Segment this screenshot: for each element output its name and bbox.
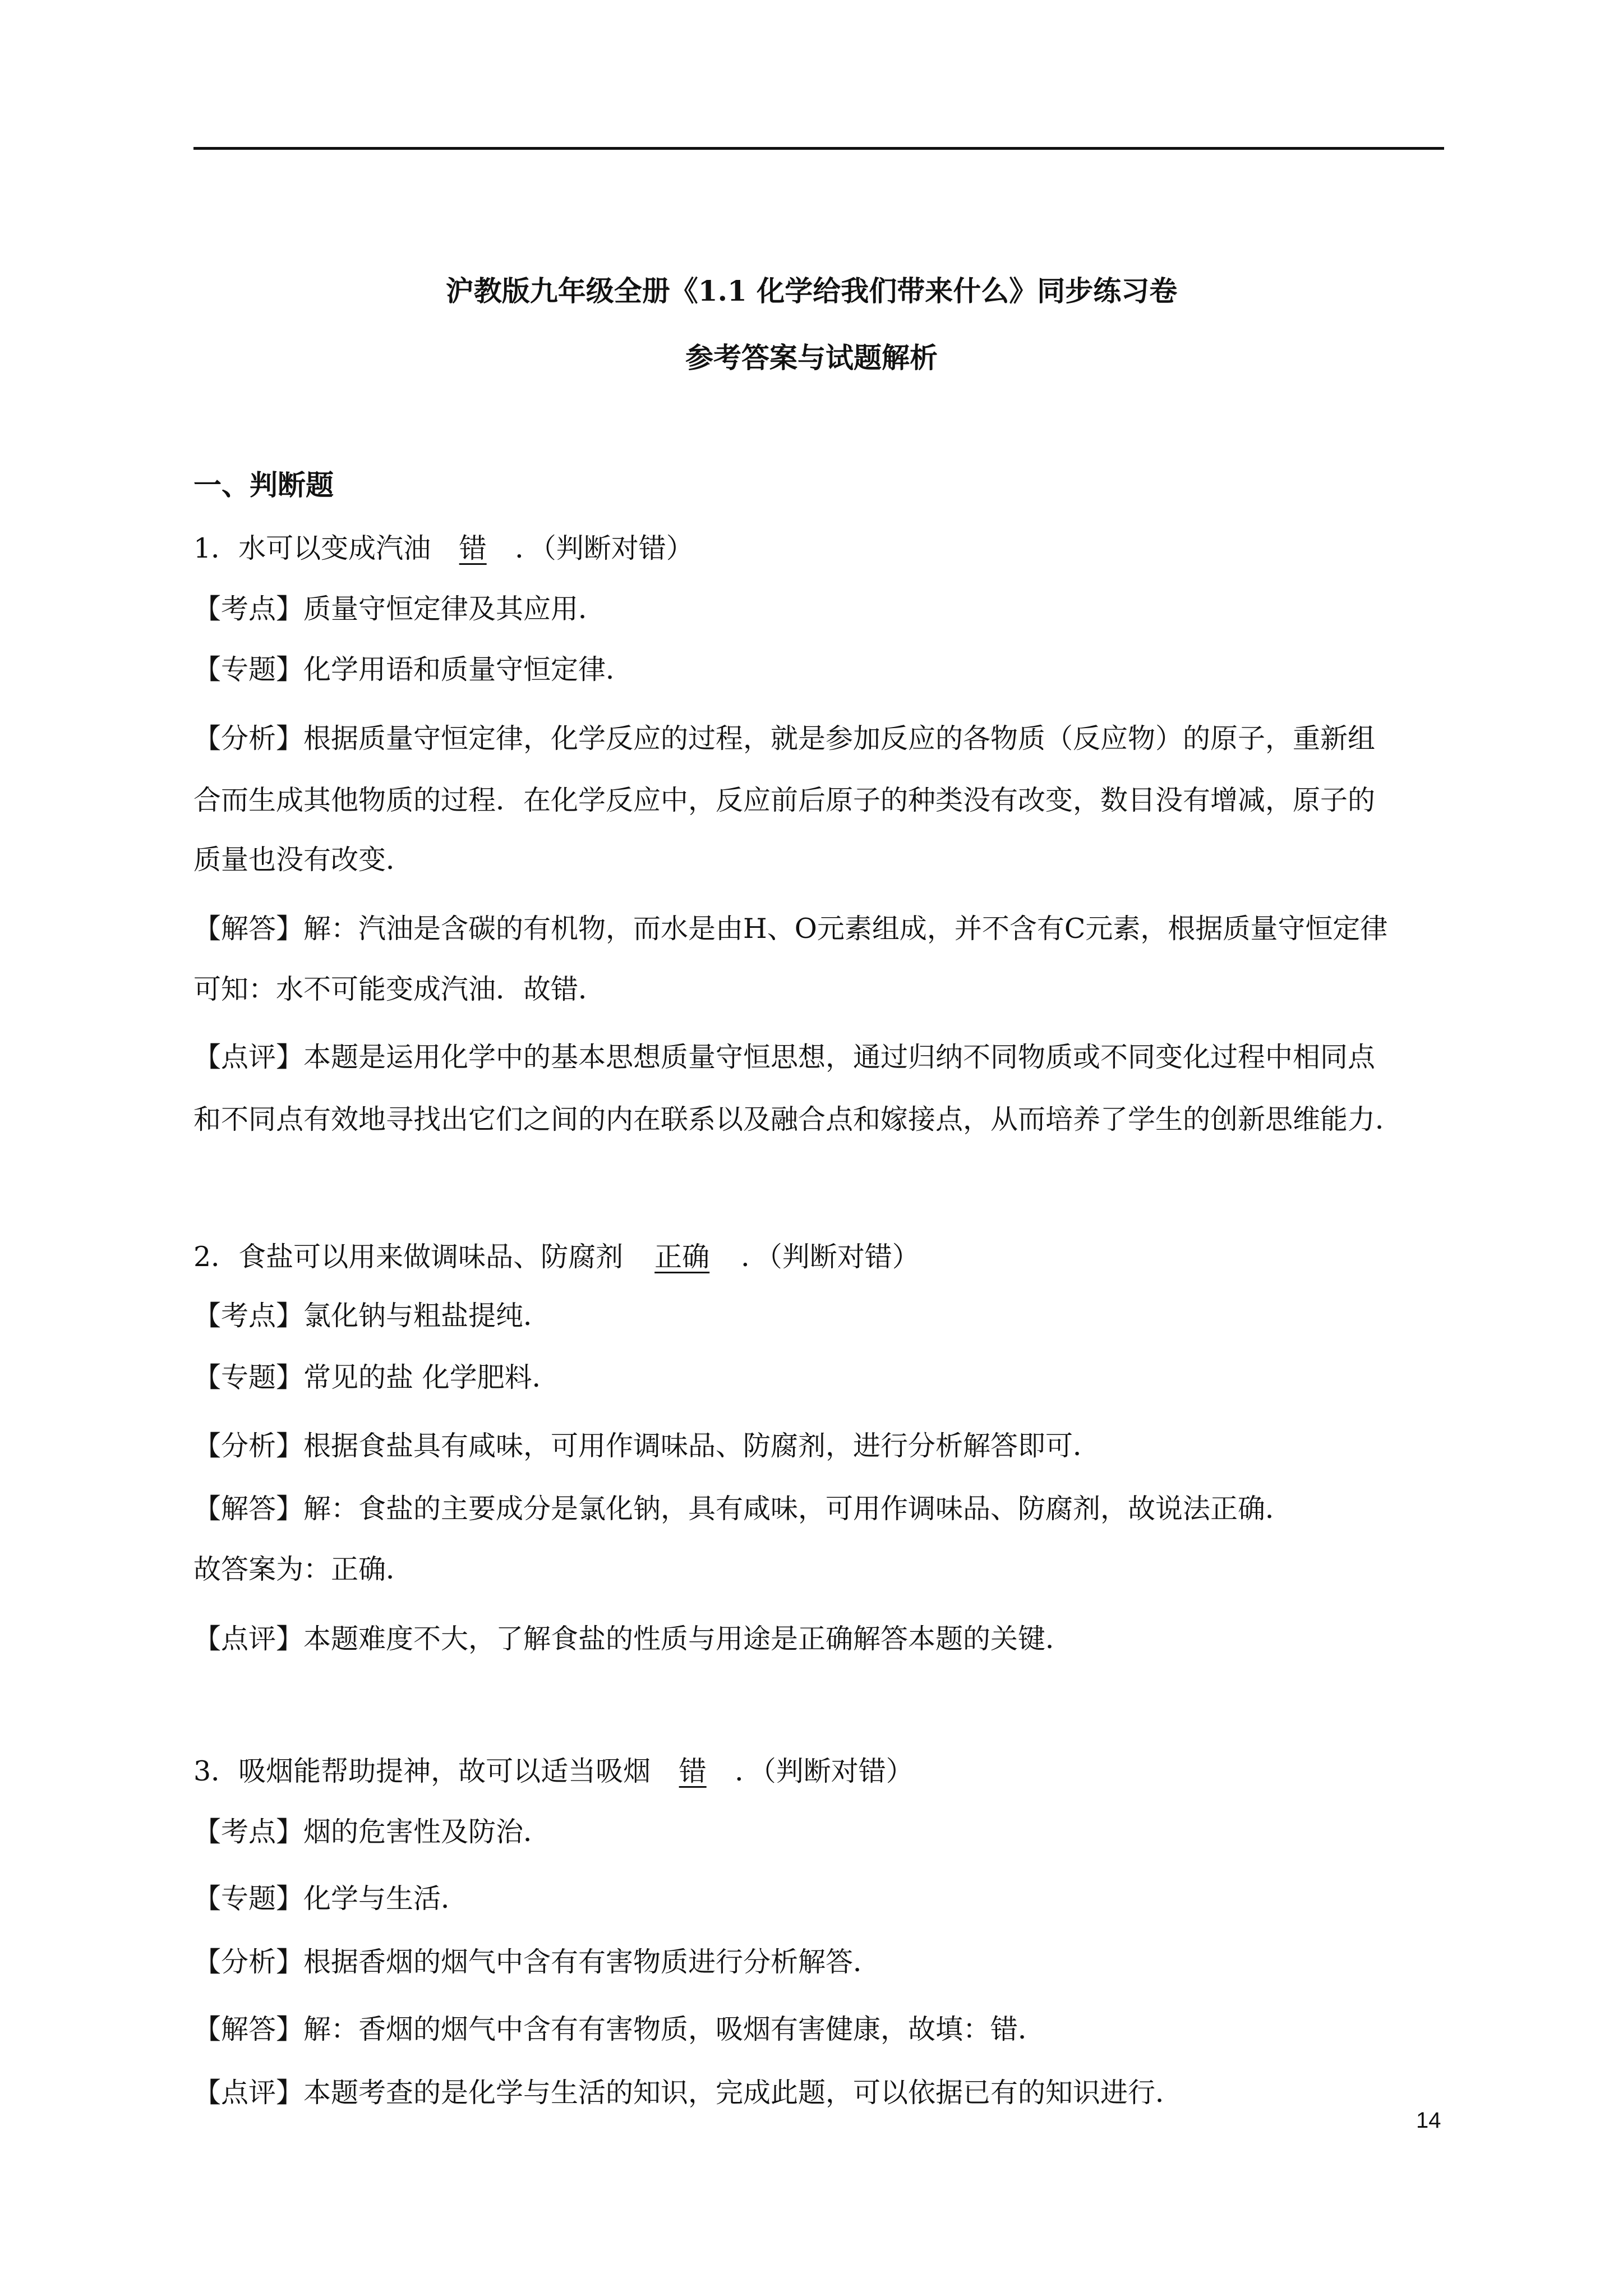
analysis-line: 可知：水不可能变成汽油．故错．: [193, 973, 606, 1005]
analysis-line: 【分析】根据质量守恒定律，化学反应的过程，就是参加反应的各物质（反应物）的原子，重新组: [193, 723, 1376, 754]
analysis-line: 【专题】化学与生活．: [193, 1883, 469, 1915]
section-heading: 一、判断题: [193, 468, 334, 501]
page-number: 14: [1416, 2108, 1441, 2133]
document-title: 沪教版九年级全册《1.1 化学给我们带来什么》同步练习卷: [445, 274, 1178, 307]
question-stem-text: 2．食盐可以用来做调味品、防腐剂: [193, 1241, 624, 1273]
analysis-line: 【考点】烟的危害性及防治．: [193, 1816, 551, 1848]
answer-blank: 错: [679, 1755, 707, 1787]
header-rule: [193, 147, 1444, 150]
analysis-line: 【分析】根据食盐具有咸味，可用作调味品、防腐剂，进行分析解答即可．: [193, 1430, 1101, 1462]
question-1-stem: [193, 529, 1450, 568]
question-3-stem: [193, 1752, 1450, 1791]
analysis-line: 【点评】本题考查的是化学与生活的知识，完成此题，可以依据已有的知识进行．: [193, 2077, 1183, 2109]
analysis-line: 质量也没有改变．: [193, 844, 414, 876]
answer-blank: 错: [459, 532, 487, 564]
answer-blank: 正确: [654, 1241, 710, 1273]
question-stem-text: 3．吸烟能帮助提神，故可以适当吸烟: [193, 1755, 651, 1787]
question-stem-text: 1．水可以变成汽油: [193, 532, 431, 564]
question-2-stem: [193, 1237, 1450, 1277]
document-subtitle: 参考答案与试题解析: [685, 341, 938, 374]
question-stem-suffix: ．（判断对错）: [741, 1241, 920, 1273]
analysis-line: 【考点】质量守恒定律及其应用．: [193, 593, 606, 625]
analysis-line: 【解答】解：香烟的烟气中含有有害物质，吸烟有害健康，故填：错．: [193, 2013, 1046, 2045]
analysis-line: 和不同点有效地寻找出它们之间的内在联系以及融合点和嫁接点，从而培养了学生的创新思维能力．: [193, 1103, 1403, 1135]
analysis-line: 【专题】常见的盐 化学肥料．: [193, 1361, 560, 1393]
analysis-line: 【考点】氯化钠与粗盐提纯．: [193, 1300, 551, 1332]
analysis-line: 合而生成其他物质的过程．在化学反应中，反应前后原子的种类没有改变，数目没有增减，原子的: [193, 784, 1376, 816]
analysis-line: 【点评】本题是运用化学中的基本思想质量守恒思想，通过归纳不同物质或不同变化过程中相同点: [193, 1041, 1376, 1073]
question-stem-suffix: ．（判断对错）: [735, 1755, 914, 1787]
analysis-line: 【解答】解：汽油是含碳的有机物，而水是由H、O元素组成，并不含有C元素，根据质量守恒定律: [193, 913, 1388, 945]
analysis-line: 【点评】本题难度不大，了解食盐的性质与用途是正确解答本题的关键．: [193, 1623, 1073, 1655]
analysis-line: 【专题】化学用语和质量守恒定律．: [193, 654, 634, 685]
analysis-line: 【解答】解：食盐的主要成分是氯化钠，具有咸味，可用作调味品、防腐剂，故说法正确．: [193, 1493, 1293, 1525]
question-stem-suffix: ．（判断对错）: [515, 532, 694, 564]
analysis-line: 【分析】根据香烟的烟气中含有有害物质进行分析解答．: [193, 1946, 881, 1978]
analysis-line: 故答案为：正确．: [193, 1553, 414, 1585]
